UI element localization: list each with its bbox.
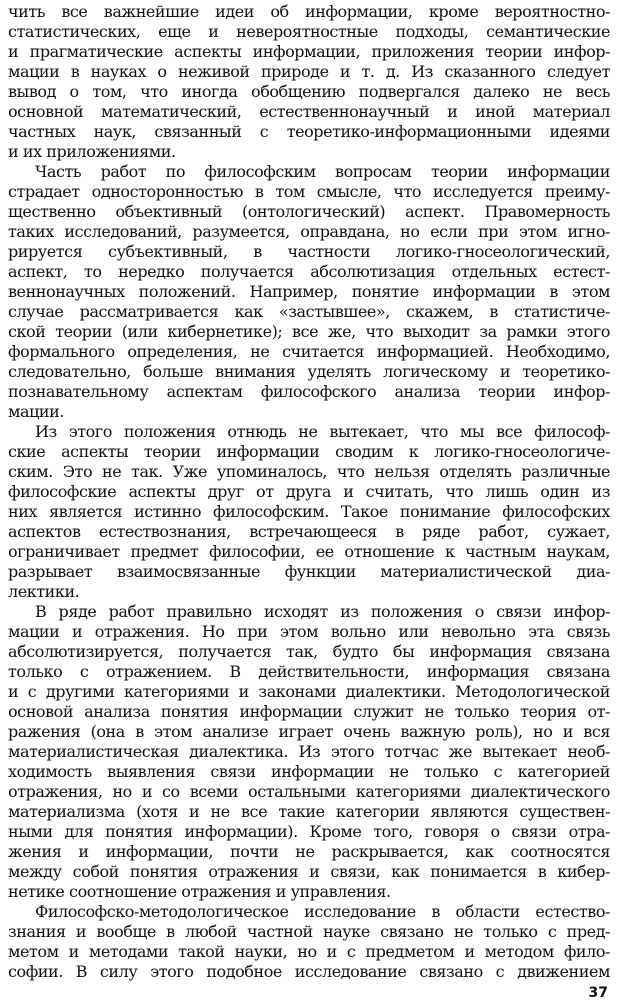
text-line: ской теории (или кибернетике); все же, что выходит за рамки этого [8, 322, 610, 341]
text-line: ограничивает предмет философии, ее отношение к частным наукам, [8, 542, 610, 561]
text-line: разрывает взаимосвязанные функции материалистической диа- [8, 562, 610, 581]
paragraph-first-line: Часть работ по философским вопросам теории информации [35, 162, 610, 181]
text-line: веннонаучных положений. Например, понятие информации в этом [8, 282, 610, 301]
text-line: ским. Это не так. Уже упоминалось, что нельзя отделять различные [8, 462, 610, 481]
text-line: материализма (хотя и не все такие категории являются существен- [8, 802, 610, 821]
text-line: чить все важнейшие идеи об информации, кроме вероятностно- [8, 2, 610, 21]
text-line: формального определения, не считается информацией. Необходимо, [8, 342, 610, 361]
text-line: основой анализа понятия информации служит не только теория от- [8, 702, 610, 721]
text-line: лектики. [8, 582, 80, 601]
text-line: них является истинно философским. Такое понимание философских [8, 502, 610, 521]
text-line: нетике соотношение отражения и управления. [8, 882, 391, 901]
text-line: вывод о том, что иногда обобщению подвергался далеко не весь [8, 82, 610, 101]
text-line: следовательно, больше внимания уделять логическому и теоретико- [8, 362, 610, 381]
text-line: ские аспекты теории информации сводим к логико-гносеологиче- [8, 442, 610, 461]
text-line: и с другими категориями и законами диалектики. Методологической [8, 682, 610, 701]
text-line: страдает односторонностью в том смысле, что исследуется преиму- [8, 182, 610, 201]
text-line: метом и методами такой науки, но и с предметом и методом фило- [8, 942, 610, 961]
text-line: таких исследований, разумеется, оправдана, но если при этом игно- [8, 222, 610, 241]
text-line: случае рассматривается как «застывшее», скажем, в статистиче- [8, 302, 610, 321]
text-line: мации и отражения. Но при этом вольно или невольно эта связь [8, 622, 610, 641]
paragraph-first-line: Из этого положения отнюдь не вытекает, что мы все философ- [35, 422, 610, 441]
paragraph-first-line: Философско-методологическое исследование в области естество- [35, 902, 610, 921]
text-line: только с отражением. В действительности, информация связана [8, 662, 610, 681]
paragraph-first-line: В ряде работ правильно исходят из положения о связи инфор- [35, 602, 610, 621]
text-line: мации. [8, 402, 64, 421]
text-line: рируется субъективный, в частности логико-гносеологический, [8, 242, 610, 261]
text-line: знания и вообще в любой частной науке связано не только с пред- [8, 922, 610, 941]
text-line: ходимость выявления связи информации не только с категорией [8, 762, 610, 781]
text-line: статистических, еще и невероятностные подходы, семантические [8, 22, 610, 41]
text-line: щественно объективный (онтологический) аспект. Правомерность [8, 202, 610, 221]
text-line: аспект, то нередко получается абсолютизация отдельных естест- [8, 262, 610, 281]
text-line: отражения, но и со всеми остальными категориями диалектического [8, 782, 610, 801]
text-line: аспектов естествознания, встречающееся в ряде работ, сужает, [8, 522, 610, 541]
text-line: и прагматические аспекты информации, приложения теории инфор- [8, 42, 610, 61]
text-line: жения и информации, почти не раскрывается, как соотносятся [8, 842, 610, 861]
text-line: материалистическая диалектика. Из этого тотчас же вытекает необ- [8, 742, 610, 761]
text-line: абсолютизируется, получается так, будто бы информация связана [8, 642, 610, 661]
text-line: софии. В силу этого подобное исследование связано с движением [8, 962, 610, 981]
text-line: основной математический, естественнонаучный и иной материал [8, 102, 610, 121]
text-line: и их приложениями. [8, 142, 176, 161]
text-line: мации в науках о неживой природе и т. д. Из сказанного следует [8, 62, 610, 81]
text-line: познавательному аспектам философского анализа теории инфор- [8, 382, 610, 401]
text-line: частных наук, связанный с теоретико-информационными идеями [8, 122, 610, 141]
text-line: ражения (она в этом анализе играет очень важную роль), но и вся [8, 722, 610, 741]
text-line: между собой понятия отражения и связи, как понимается в кибер- [8, 862, 610, 881]
text-line: философские аспекты друг от друга и считать, что лишь один из [8, 482, 610, 501]
text-line: ными для понятия информации). Кроме того, говоря о связи отра- [8, 822, 610, 841]
page-number: 37 [588, 985, 608, 1001]
